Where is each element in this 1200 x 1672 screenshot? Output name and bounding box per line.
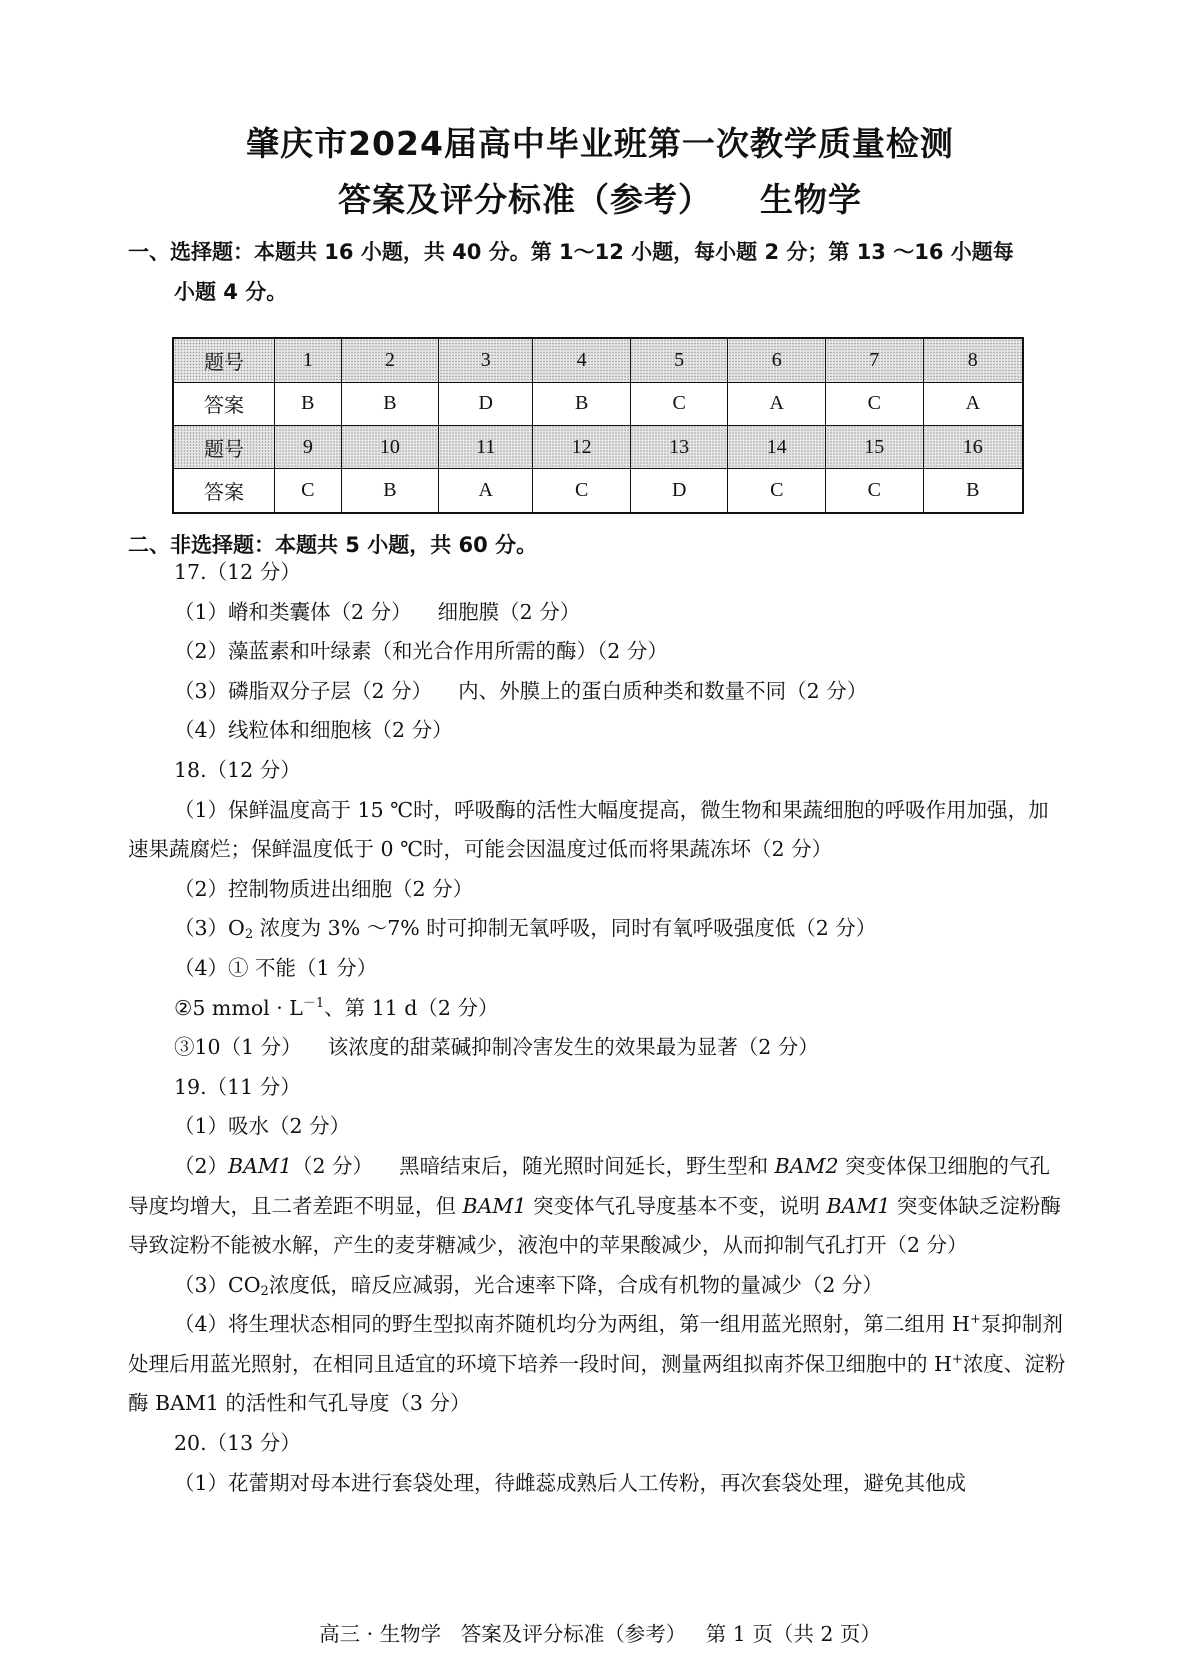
question-number: 7 [826, 338, 924, 382]
section2-heading: 二、非选择题：本题共 5 小题，共 60 分。 [128, 533, 538, 557]
superscript: －1 [302, 995, 325, 1011]
subscript: 2 [244, 927, 254, 943]
answer-cell: C [826, 469, 924, 513]
answer-cell: B [341, 382, 439, 425]
q17-answer-1: （1）嵴和类囊体（2 分） 细胞膜（2 分） [174, 599, 581, 624]
question-number: 11 [439, 425, 533, 468]
question-number: 9 [275, 425, 342, 468]
subtitle-subject: 生物学 [760, 180, 862, 219]
q19-answer-2 [128, 1147, 1068, 1266]
question-number: 14 [728, 425, 826, 468]
q18-answer-2: （2）控制物质进出细胞（2 分） [174, 876, 474, 901]
table-row-answers-2 [173, 469, 1023, 513]
q19-heading: 19.（11 分） [174, 1074, 301, 1099]
q18-answer-3 [128, 909, 1068, 949]
table-row-answers-1 [173, 382, 1023, 425]
answer-cell: C [728, 469, 826, 513]
q19-answer-3-post: 浓度低，暗反应减弱，光合速率下降，合成有机物的量减少（2 分） [268, 1272, 883, 1297]
q19-answer-4 [128, 1305, 1068, 1424]
question-number: 6 [728, 338, 826, 382]
question-number: 4 [533, 338, 631, 382]
answers-body [128, 553, 1068, 1503]
question-number: 8 [923, 338, 1023, 382]
row-label-answer: 答案 [173, 469, 275, 513]
answer-cell: C [630, 382, 728, 425]
question-number: 16 [923, 425, 1023, 468]
q19-answer-4-part: 泵抑制剂处理后用蓝光照射，在相同且适宜的环境下培养一段时间，测量两组拟南芥保卫细胞中的 H [128, 1312, 1063, 1376]
q18-answer-5 [128, 989, 1068, 1029]
q17-answer-4: （4）线粒体和细胞核（2 分） [174, 718, 453, 743]
q17-heading: 17.（12 分） [174, 560, 301, 584]
q17-answer-3: （3）磷脂双分子层（2 分） 内、外膜上的蛋白质种类和数量不同（2 分） [174, 678, 868, 703]
gene-name: BAM1 [462, 1193, 527, 1218]
answer-cell: A [923, 382, 1023, 425]
question-number: 3 [439, 338, 533, 382]
question-number: 15 [826, 425, 924, 468]
q18-answer-5-post: 、第 11 d（2 分） [324, 995, 499, 1020]
answer-cell: D [630, 469, 728, 513]
gene-name: BAM1 [826, 1193, 891, 1218]
table-row-questions-2 [173, 425, 1023, 468]
answer-cell: D [439, 382, 533, 425]
question-number: 12 [533, 425, 631, 468]
question-number: 10 [341, 425, 439, 468]
gene-name: BAM2 [774, 1153, 839, 1178]
section1-heading-line2: 小题 4 分。 [174, 280, 288, 304]
q19-answer-2-part: （2 分） 黑暗结束后，随光照时间延长，野生型和 [291, 1153, 775, 1178]
table-row-questions-1 [173, 338, 1023, 382]
q18-answer-1: （1）保鲜温度高于 15 ℃时，呼吸酶的活性大幅度提高，微生物和果蔬细胞的呼吸作用加强，加速果蔬腐烂；保鲜温度低于 0 ℃时，可能会因温度过低而将果蔬冻坏（2 分） [128, 797, 1049, 862]
answer-cell: C [275, 469, 342, 513]
question-number: 2 [341, 338, 439, 382]
question-number: 1 [275, 338, 342, 382]
subscript: 2 [260, 1283, 269, 1299]
answer-cell: B [533, 382, 631, 425]
answer-cell: B [341, 469, 439, 513]
q19-answer-4-part: （4）将生理状态相同的野生型拟南芥随机均分为两组，第一组用蓝光照射，第二组用 H [174, 1312, 970, 1337]
q20-heading: 20.（13 分） [174, 1431, 301, 1456]
section1-heading [128, 232, 1068, 312]
row-label-question: 题号 [173, 425, 275, 468]
gene-name: BAM1 [228, 1153, 292, 1178]
answer-cell: C [826, 382, 924, 425]
q19-answer-2-part: （2） [174, 1153, 229, 1178]
q18-heading: 18.（12 分） [174, 757, 301, 782]
page-footer: 高三 · 生物学 答案及评分标准（参考） 第 1 页（共 2 页） [319, 1622, 881, 1646]
question-number: 5 [630, 338, 728, 382]
q17-answer-2: （2）藻蓝素和叶绿素（和光合作用所需的酶）（2 分） [174, 639, 668, 664]
answer-cell: B [923, 469, 1023, 513]
answer-cell: A [439, 469, 533, 513]
row-label-answer: 答案 [173, 382, 275, 425]
q18-answer-4: （4）① 不能（1 分） [174, 955, 378, 980]
q19-answer-2-part: 突变体气孔导度基本不变，说明 [526, 1193, 827, 1218]
q18-answer-6: ③10（1 分） 该浓度的甜菜碱抑制冷害发生的效果最为显著（2 分） [174, 1035, 819, 1060]
q18-answer-5-pre: ②5 mmol · L [174, 995, 303, 1020]
q20-answer-1: （1）花蕾期对母本进行套袋处理，待雌蕊成熟后人工传粉，再次套袋处理，避免其他成 [174, 1470, 967, 1495]
q18-answer-3-post: 浓度为 3% ～7% 时可抑制无氧呼吸，同时有氧呼吸强度低（2 分） [253, 916, 877, 941]
answer-table [172, 337, 1024, 514]
exam-subtitle [0, 174, 1200, 221]
section1-heading-line1: 一、选择题：本题共 16 小题，共 40 分。第 1～12 小题，每小题 2 分；第 13 ～16 小题每 [128, 240, 1014, 264]
exam-title: 肇庆市2024届高中毕业班第一次教学质量检测 [246, 124, 954, 163]
row-label-question: 题号 [173, 338, 275, 382]
q19-answer-4-part: 浓度、淀粉酶 BAM1 的活性和气孔导度（3 分） [128, 1351, 1066, 1416]
answer-cell: B [275, 382, 342, 425]
superscript: + [951, 1351, 963, 1367]
answer-cell: A [728, 382, 826, 425]
q19-answer-3 [128, 1266, 1068, 1306]
question-number: 13 [630, 425, 728, 468]
q19-answer-1: （1）吸水（2 分） [174, 1114, 351, 1139]
q19-answer-2-part: 突变体缺乏淀粉酶导致淀粉不能被水解，产生的麦芽糖减少，液泡中的苹果酸减少，从而抑制气孔打开（2 分） [128, 1193, 1061, 1258]
q18-answer-3-pre: （3）O [174, 916, 245, 941]
answer-cell: C [533, 469, 631, 513]
superscript: + [969, 1312, 981, 1328]
subtitle-answer-key: 答案及评分标准（参考） [338, 180, 712, 219]
q19-answer-2-part: 突变体保卫细胞的气孔导度均增大，且二者差距不明显，但 [128, 1153, 1051, 1218]
q19-answer-3-pre: （3）CO [174, 1272, 261, 1297]
